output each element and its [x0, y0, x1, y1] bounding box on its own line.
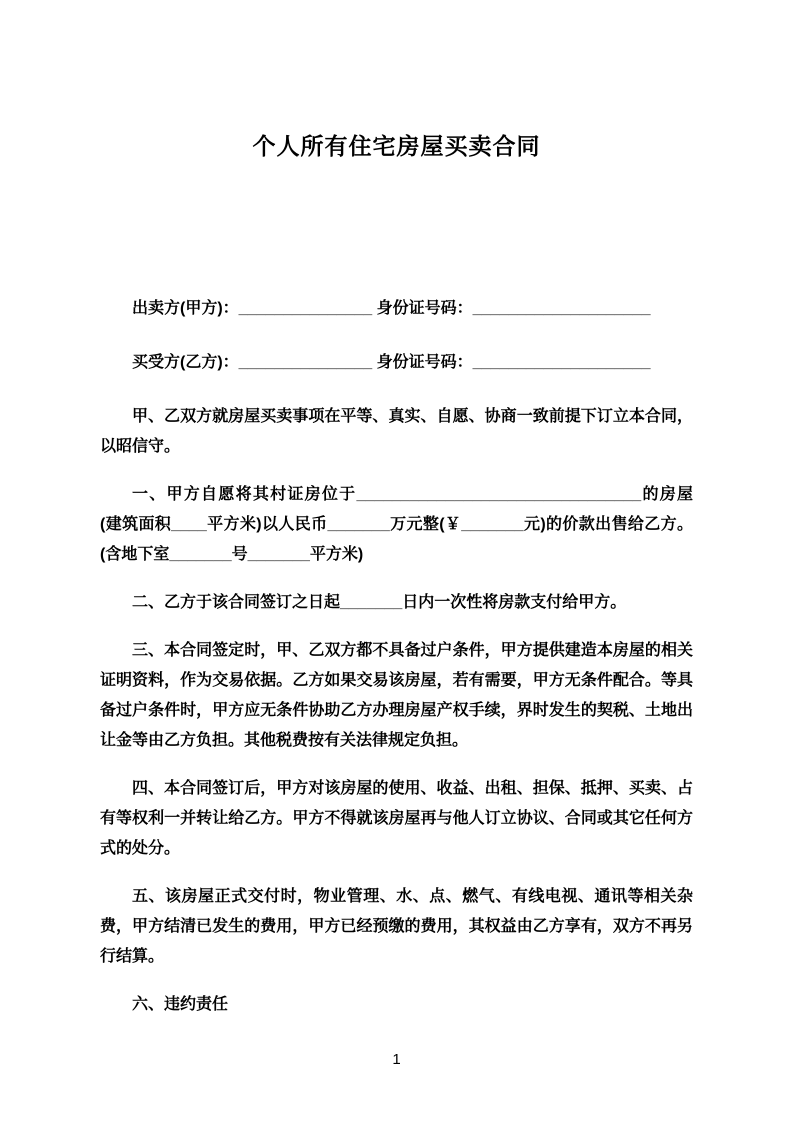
- contract-clause-4: 四、本合同签订后，甲方对该房屋的使用、收益、出租、担保、抵押、买卖、占有等权利一并转让给乙方。甲方不得就该房屋再与他人订立协议、合同或其它任何方式的处分。: [100, 780, 693, 857]
- contract-clause-1: 一、甲方自愿将其村证房位于________________________________的房屋(建筑面积____平方米)以人民币_______万元整(￥_______元)的价款出售给乙方。(含地下室_______号_______平方米): [100, 486, 693, 563]
- contract-clause-3: 三、本合同签定时，甲、乙双方都不具备过户条件，甲方提供建造本房屋的相关证明资料，作为交易依据。乙方如果交易该房屋，若有需要，甲方无条件配合。等具备过户条件时，甲方应无条件协助乙方办理房屋产权手续，界时发生的契税、土地出让金等由乙方负担。其他税费按有关法律规定负担。: [100, 642, 693, 749]
- seller-party-line: 出卖方(甲方)：_______________ 身份证号码：____________________: [132, 300, 651, 317]
- buyer-party-line: 买受方(乙方)：_______________ 身份证号码：____________________: [132, 354, 651, 371]
- preamble-paragraph: 甲、乙双方就房屋买卖事项在平等、真实、自愿、协商一致前提下订立本合同，以昭信守。: [100, 408, 693, 455]
- contract-clause-6-heading: 六、违约责任: [132, 996, 229, 1013]
- document-title: 个人所有住宅房屋买卖合同: [252, 133, 541, 159]
- contract-clause-2: 二、乙方于该合同签订之日起_______日内一次性将房款支付给甲方。: [132, 594, 627, 611]
- contract-clause-5: 五、该房屋正式交付时，物业管理、水、点、燃气、有线电视、通讯等相关杂费，甲方结清已发生的费用，甲方已经预缴的费用，其权益由乙方享有，双方不再另行结算。: [100, 888, 693, 965]
- page-number: 1: [392, 1051, 401, 1068]
